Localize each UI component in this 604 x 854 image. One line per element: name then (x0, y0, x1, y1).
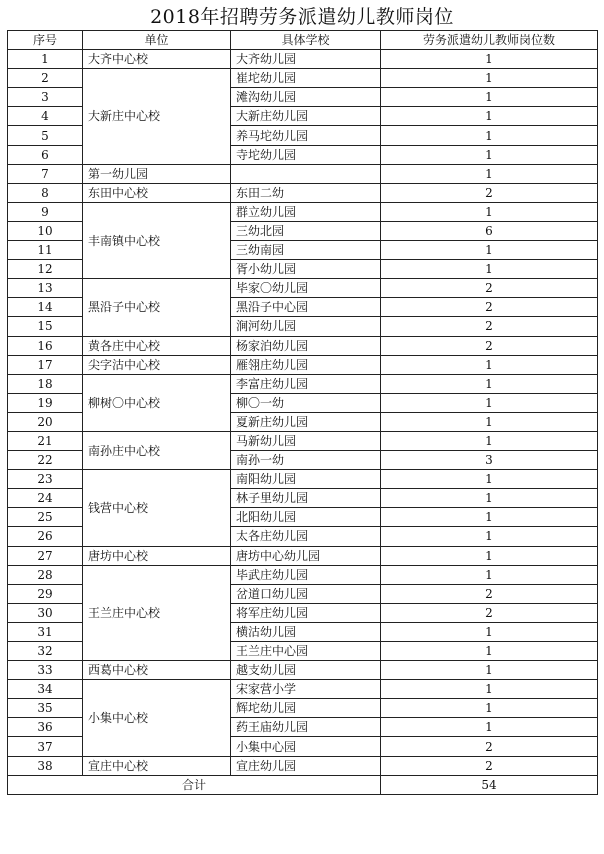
unit-cell: 钱营中心校 (83, 470, 231, 546)
count-cell: 1 (381, 69, 598, 88)
row-index: 33 (8, 661, 83, 680)
header-index: 序号 (8, 31, 83, 50)
school-cell: 将军庄幼儿园 (231, 603, 381, 622)
school-cell: 毕家〇幼儿园 (231, 279, 381, 298)
count-cell: 3 (381, 451, 598, 470)
unit-cell: 唐坊中心校 (83, 546, 231, 565)
count-cell: 1 (381, 145, 598, 164)
school-cell: 涧河幼儿园 (231, 317, 381, 336)
table-row (8, 661, 598, 680)
school-cell: 越支幼儿园 (231, 661, 381, 680)
school-cell: 三幼南园 (231, 241, 381, 260)
row-index: 16 (8, 336, 83, 355)
school-cell: 三幼北园 (231, 221, 381, 240)
table-row (8, 565, 598, 584)
count-cell: 2 (381, 183, 598, 202)
row-index: 22 (8, 451, 83, 470)
row-index: 1 (8, 50, 83, 69)
school-cell: 王兰庄中心园 (231, 642, 381, 661)
row-index: 2 (8, 69, 83, 88)
row-index: 4 (8, 107, 83, 126)
table-row (8, 374, 598, 393)
count-cell: 2 (381, 756, 598, 775)
row-index: 8 (8, 183, 83, 202)
row-index: 38 (8, 756, 83, 775)
school-cell: 养马坨幼儿园 (231, 126, 381, 145)
unit-cell: 小集中心校 (83, 680, 231, 756)
school-cell: 胥小幼儿园 (231, 260, 381, 279)
row-index: 35 (8, 699, 83, 718)
row-index: 24 (8, 489, 83, 508)
school-cell: 毕武庄幼儿园 (231, 565, 381, 584)
count-cell: 1 (381, 260, 598, 279)
count-cell: 2 (381, 584, 598, 603)
unit-cell: 东田中心校 (83, 183, 231, 202)
table-row (8, 336, 598, 355)
school-cell: 宣庄幼儿园 (231, 756, 381, 775)
count-cell: 1 (381, 431, 598, 450)
school-cell: 南阳幼儿园 (231, 470, 381, 489)
positions-table (7, 30, 598, 795)
table-row (8, 279, 598, 298)
school-cell: 夏新庄幼儿园 (231, 412, 381, 431)
count-cell: 1 (381, 393, 598, 412)
count-cell: 2 (381, 298, 598, 317)
unit-cell: 王兰庄中心校 (83, 565, 231, 660)
total-label: 合计 (8, 775, 381, 794)
school-cell: 寺坨幼儿园 (231, 145, 381, 164)
row-index: 11 (8, 241, 83, 260)
row-index: 29 (8, 584, 83, 603)
school-cell: 崔坨幼儿园 (231, 69, 381, 88)
table-row (8, 69, 598, 88)
row-index: 28 (8, 565, 83, 584)
unit-cell: 柳树〇中心校 (83, 374, 231, 431)
count-cell: 1 (381, 489, 598, 508)
header-count: 劳务派遣幼儿教师岗位数 (381, 31, 598, 50)
count-cell: 2 (381, 317, 598, 336)
count-cell: 1 (381, 241, 598, 260)
table-row (8, 183, 598, 202)
row-index: 18 (8, 374, 83, 393)
table-row (8, 470, 598, 489)
count-cell: 2 (381, 603, 598, 622)
school-cell: 小集中心园 (231, 737, 381, 756)
count-cell: 1 (381, 718, 598, 737)
row-index: 7 (8, 164, 83, 183)
school-cell: 马新幼儿园 (231, 431, 381, 450)
unit-cell: 大新庄中心校 (83, 69, 231, 164)
row-index: 27 (8, 546, 83, 565)
school-cell: 杨家泊幼儿园 (231, 336, 381, 355)
row-index: 31 (8, 622, 83, 641)
school-cell: 横沽幼儿园 (231, 622, 381, 641)
school-cell: 辉坨幼儿园 (231, 699, 381, 718)
table-row (8, 355, 598, 374)
count-cell: 2 (381, 336, 598, 355)
school-cell: 柳〇一幼 (231, 393, 381, 412)
table-row (8, 164, 598, 183)
header-unit: 单位 (83, 31, 231, 50)
school-cell: 李富庄幼儿园 (231, 374, 381, 393)
school-cell: 大齐幼儿园 (231, 50, 381, 69)
count-cell: 1 (381, 642, 598, 661)
count-cell: 1 (381, 374, 598, 393)
row-index: 17 (8, 355, 83, 374)
row-index: 13 (8, 279, 83, 298)
unit-cell: 丰南镇中心校 (83, 202, 231, 278)
row-index: 15 (8, 317, 83, 336)
count-cell: 6 (381, 221, 598, 240)
unit-cell: 西葛中心校 (83, 661, 231, 680)
row-index: 37 (8, 737, 83, 756)
school-cell: 东田二幼 (231, 183, 381, 202)
school-cell: 群立幼儿园 (231, 202, 381, 221)
school-cell: 唐坊中心幼儿园 (231, 546, 381, 565)
unit-cell: 南孙庄中心校 (83, 431, 231, 469)
row-index: 21 (8, 431, 83, 450)
school-cell: 南孙一幼 (231, 451, 381, 470)
count-cell: 1 (381, 202, 598, 221)
page-title: 2018年招聘劳务派遣幼儿教师岗位 (150, 6, 454, 28)
total-count: 54 (381, 775, 598, 794)
unit-cell: 宣庄中心校 (83, 756, 231, 775)
table-row (8, 50, 598, 69)
row-index: 23 (8, 470, 83, 489)
count-cell: 1 (381, 107, 598, 126)
count-cell: 1 (381, 565, 598, 584)
row-index: 9 (8, 202, 83, 221)
row-index: 5 (8, 126, 83, 145)
row-index: 20 (8, 412, 83, 431)
school-cell: 太各庄幼儿园 (231, 527, 381, 546)
row-index: 30 (8, 603, 83, 622)
school-cell: 宋家营小学 (231, 680, 381, 699)
school-cell: 雁翎庄幼儿园 (231, 355, 381, 374)
count-cell: 1 (381, 355, 598, 374)
school-cell: 大新庄幼儿园 (231, 107, 381, 126)
count-cell: 1 (381, 50, 598, 69)
row-index: 19 (8, 393, 83, 412)
header-school: 具体学校 (231, 31, 381, 50)
count-cell: 1 (381, 470, 598, 489)
school-cell: 黑沿子中心园 (231, 298, 381, 317)
row-index: 32 (8, 642, 83, 661)
count-cell: 1 (381, 622, 598, 641)
count-cell: 1 (381, 546, 598, 565)
count-cell: 2 (381, 279, 598, 298)
table-row (8, 546, 598, 565)
count-cell: 1 (381, 164, 598, 183)
table-row (8, 431, 598, 450)
count-cell: 2 (381, 737, 598, 756)
unit-cell: 黑沿子中心校 (83, 279, 231, 336)
table-row (8, 756, 598, 775)
row-index: 6 (8, 145, 83, 164)
count-cell: 1 (381, 661, 598, 680)
row-index: 25 (8, 508, 83, 527)
unit-cell: 尖字沽中心校 (83, 355, 231, 374)
row-index: 3 (8, 88, 83, 107)
row-index: 26 (8, 527, 83, 546)
unit-cell: 大齐中心校 (83, 50, 231, 69)
count-cell: 1 (381, 527, 598, 546)
row-index: 34 (8, 680, 83, 699)
count-cell: 1 (381, 508, 598, 527)
table-row (8, 680, 598, 699)
school-cell: 北阳幼儿园 (231, 508, 381, 527)
row-index: 12 (8, 260, 83, 279)
school-cell: 岔道口幼儿园 (231, 584, 381, 603)
count-cell: 1 (381, 680, 598, 699)
unit-cell: 第一幼儿园 (83, 164, 231, 183)
row-index: 10 (8, 221, 83, 240)
row-index: 14 (8, 298, 83, 317)
table-row (8, 202, 598, 221)
total-row (8, 775, 598, 794)
row-index: 36 (8, 718, 83, 737)
school-cell (231, 164, 381, 183)
count-cell: 1 (381, 412, 598, 431)
school-cell: 林子里幼儿园 (231, 489, 381, 508)
unit-cell: 黄各庄中心校 (83, 336, 231, 355)
header-row (8, 31, 598, 50)
count-cell: 1 (381, 88, 598, 107)
school-cell: 药王庙幼儿园 (231, 718, 381, 737)
count-cell: 1 (381, 126, 598, 145)
count-cell: 1 (381, 699, 598, 718)
school-cell: 滩沟幼儿园 (231, 88, 381, 107)
